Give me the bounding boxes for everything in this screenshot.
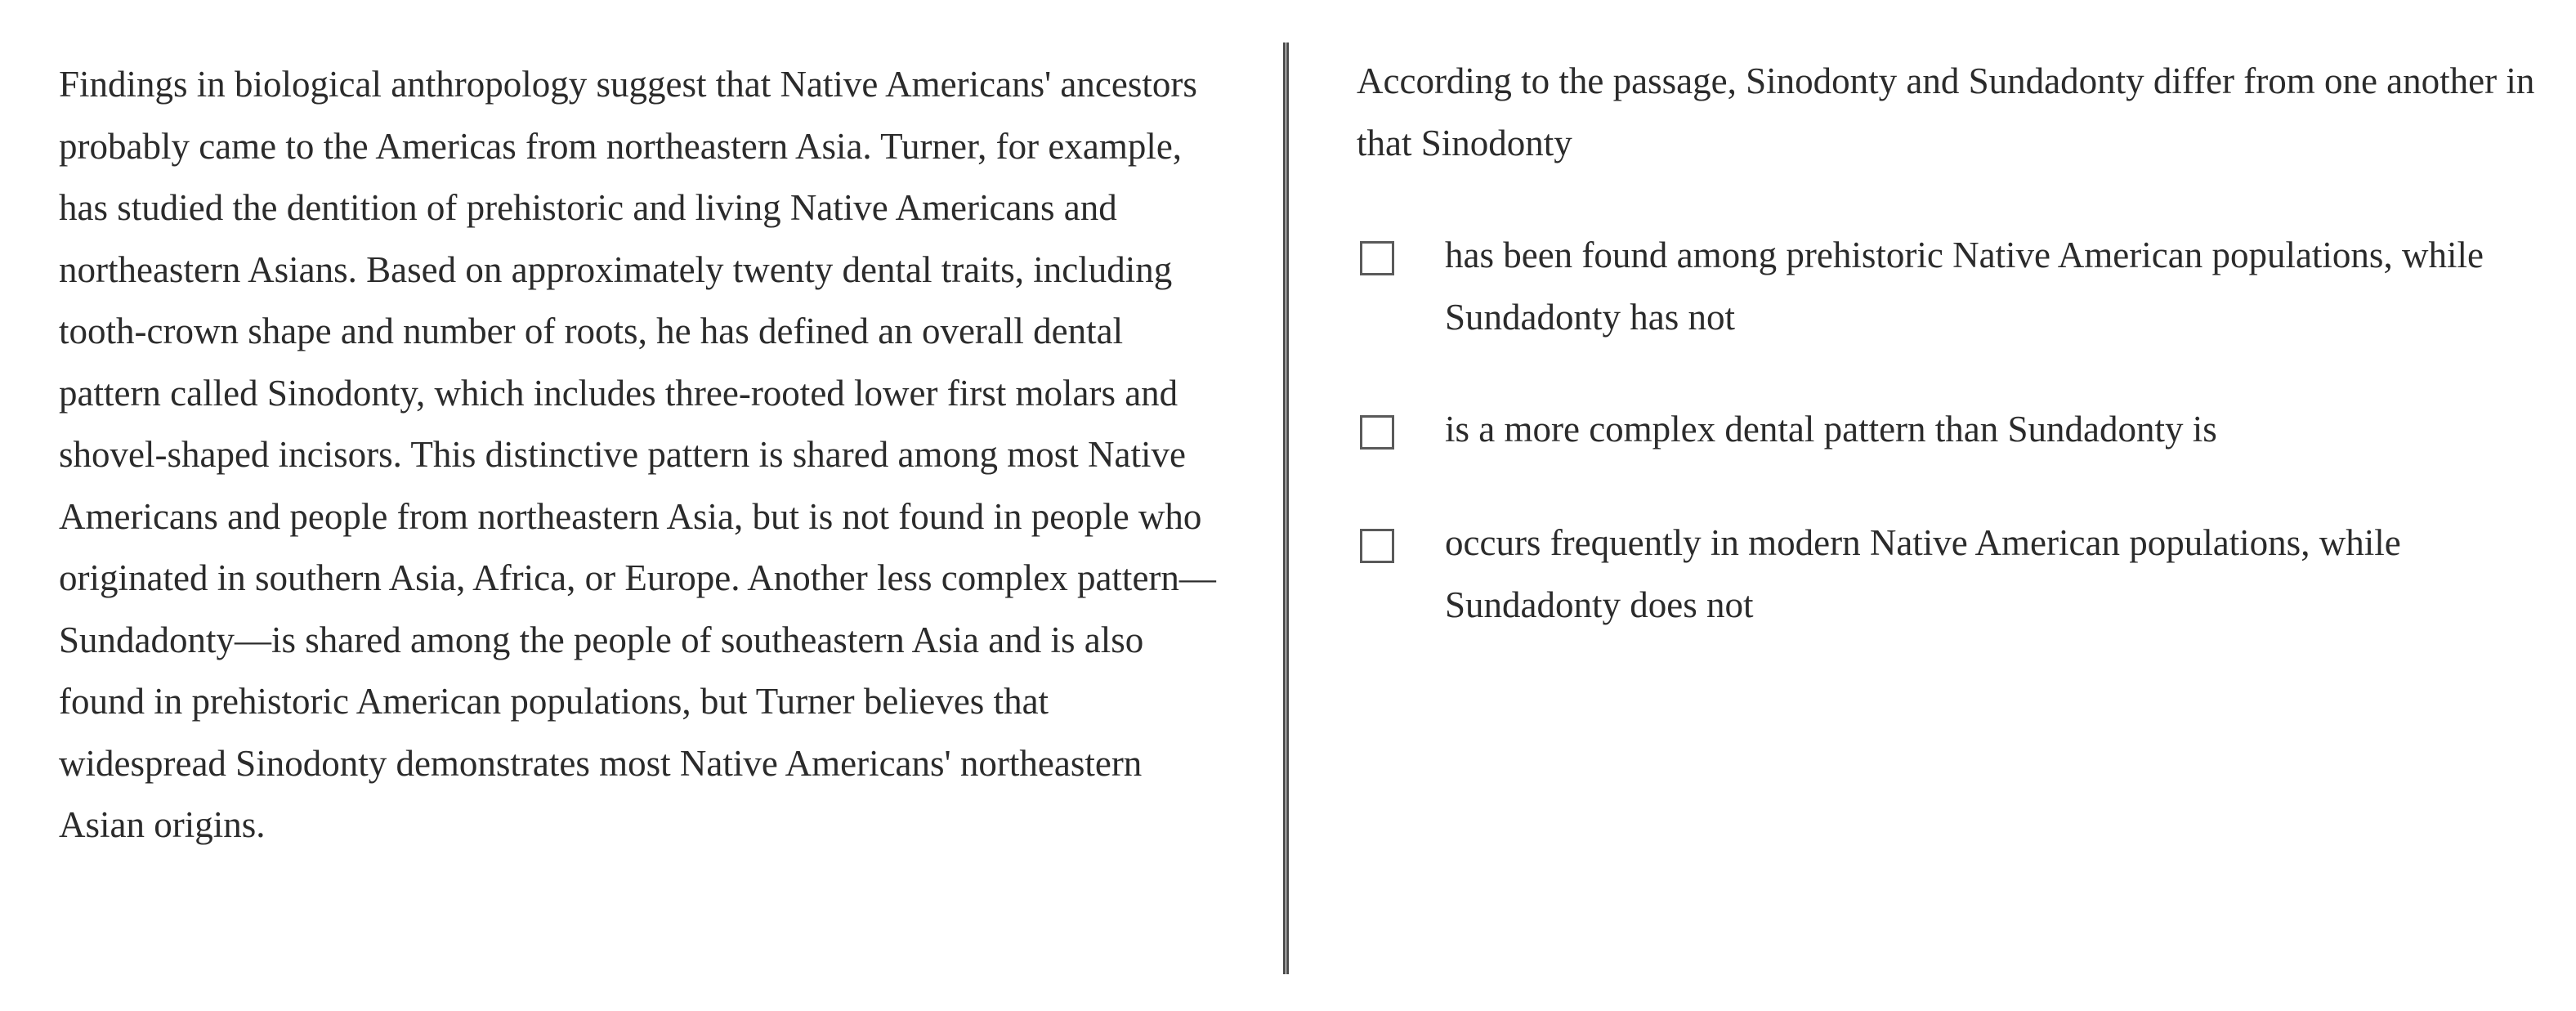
pane-divider [1283,42,1289,974]
answer-option-2[interactable] [1360,399,2537,461]
answer-checkbox-3[interactable] [1360,529,1394,563]
answer-option-label-1: has been found among prehistoric Native American populations, while Sundadonty has not [1445,235,2484,338]
answer-checkbox-1[interactable] [1360,241,1394,275]
answer-option-label-3: occurs frequently in modern Native American populations, while Sundadonty does not [1445,522,2401,625]
reading-passage: Findings in biological anthropology suggest that Native Americans' ancestors probably came to the Americas from northeastern Asia. Turner, for example, has studied the dentition of prehistoric and living Native Americans and northeastern Asians. Based on approximately twenty dental traits, including tooth-crown shape and number of roots, he has defined an overall dental pattern called Sinodonty, which includes three-rooted lower first molars and shovel-shaped incisors. This distinctive pattern is shared among most Native Americans and people from northeastern Asia, but is not found in people who originated in southern Asia, Africa, or Europe. Another less complex pattern—Sundadonty—is shared among the people of southeastern Asia and is also found in prehistoric American populations, but Turner believes that widespread Sinodonty demonstrates most Native Americans' northeastern Asian origins. [59,64,1216,845]
answer-option-1[interactable] [1360,225,2537,348]
question-prompt: According to the passage, Sinodonty and Sundadonty differ from one another in that Sinodonty [1357,60,2535,163]
answer-option-3[interactable] [1360,512,2537,636]
answer-checkbox-2[interactable] [1360,415,1394,450]
answer-option-label-2: is a more complex dental pattern than Sundadonty is [1445,409,2217,450]
